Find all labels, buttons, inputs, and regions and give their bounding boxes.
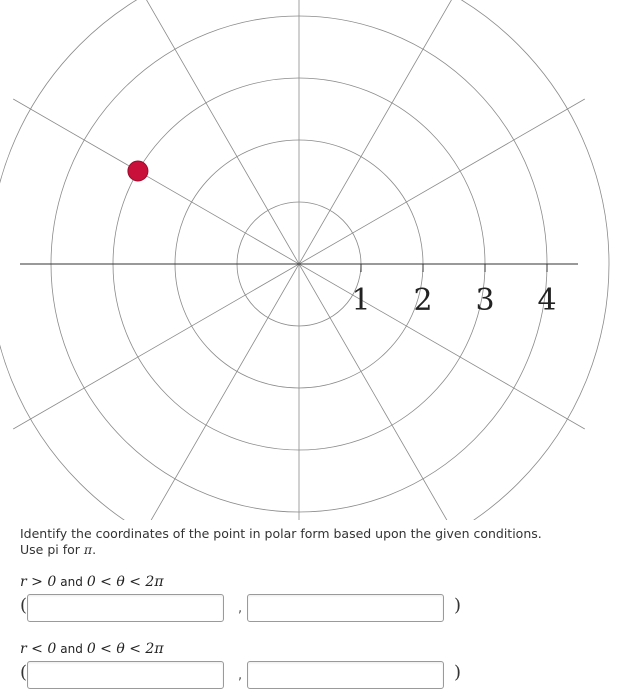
radial-label-1: 1 <box>351 283 371 318</box>
radial-labels <box>351 283 556 318</box>
radial-label-2: 2 <box>413 283 433 318</box>
condition-2-theta: 0 < θ < 2π <box>86 641 164 657</box>
condition-1-and: and <box>60 575 83 589</box>
plotted-point <box>128 161 148 181</box>
close-paren: ) <box>454 662 462 683</box>
instruction-suffix: . <box>92 542 97 557</box>
instruction-line-2 <box>20 542 610 558</box>
instruction-line-1: Identify the coordinates of the point in polar form based upon the given conditions. <box>20 526 542 541</box>
condition-2-r-input[interactable] <box>27 661 224 689</box>
condition-1-r-input[interactable] <box>27 594 224 622</box>
radial-label-3: 3 <box>475 283 495 318</box>
axis-ticks <box>361 264 547 272</box>
instruction-prefix: Use pi for <box>20 542 84 557</box>
radial-label-4: 4 <box>537 283 557 318</box>
condition-1-theta-input[interactable] <box>247 594 444 622</box>
condition-1-r: r > 0 <box>20 574 57 590</box>
comma: , <box>238 601 243 616</box>
instructions <box>20 526 610 558</box>
condition-2-answer-row <box>0 659 622 691</box>
condition-1-theta: 0 < θ < 2π <box>86 574 164 590</box>
comma: , <box>238 668 243 683</box>
condition-2-theta-input[interactable] <box>247 661 444 689</box>
pi-symbol: π <box>83 542 93 557</box>
condition-2-r: r < 0 <box>20 641 57 657</box>
condition-2-label <box>20 641 164 657</box>
point-layer <box>128 161 148 181</box>
condition-2-and: and <box>60 642 83 656</box>
condition-1-answer-row <box>0 592 622 624</box>
open-paren: ( <box>20 662 28 683</box>
open-paren: ( <box>20 595 28 616</box>
condition-1-label <box>20 574 164 590</box>
close-paren: ) <box>454 595 462 616</box>
